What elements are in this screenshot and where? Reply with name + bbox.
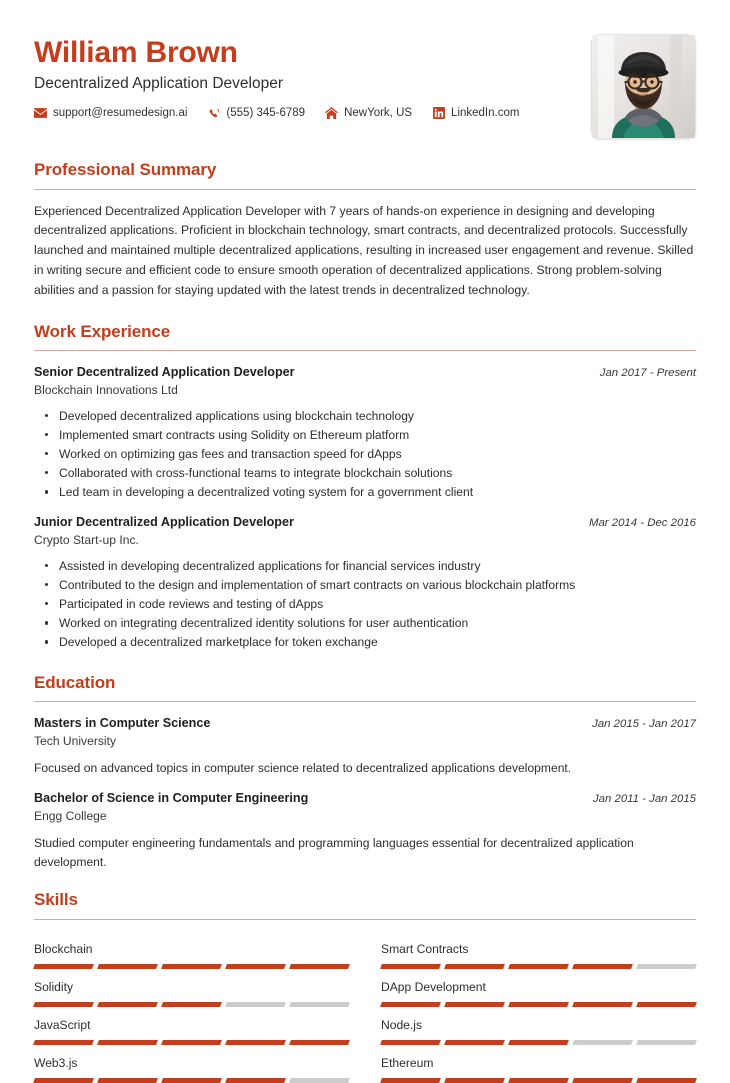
education-entry-head [34,791,696,807]
skill-level-segment [380,1040,441,1045]
skill-name: JavaScript [34,1018,91,1033]
skill-item [34,931,349,969]
skill-level-segment [636,964,697,969]
skill-level-segment [225,1040,286,1045]
skill-name: Ethereum [381,1056,434,1071]
work-entry-role: Junior Decentralized Application Developer [34,515,294,530]
work-entry-head [34,365,696,381]
contact-location[interactable] [325,106,412,119]
skills-grid [34,931,696,1083]
skill-level-bar [34,964,349,969]
work-entry [34,515,696,651]
skill-item [381,931,696,969]
skill-name: Blockchain [34,942,93,956]
skill-item [381,1007,696,1045]
section-education [34,674,696,872]
list-item: Contributed to the design and implementation of smart contracts on various blockchain platforms [34,576,696,594]
skill-level-bar [381,1002,696,1007]
skill-item [34,969,349,1007]
education-entry-degree: Bachelor of Science in Computer Engineering [34,791,309,806]
skill-level-segment [289,1040,350,1045]
skill-level-segment [289,964,350,969]
skill-level-bar [381,964,696,969]
skill-level-segment [508,1078,569,1083]
education-entry-head [34,716,696,732]
skill-level-segment [97,1002,158,1007]
skill-name: Node.js [381,1018,423,1033]
skill-level-segment [33,964,94,969]
skill-level-segment [289,1078,350,1083]
phone-icon [207,106,220,119]
skill-level-segment [572,964,633,969]
candidate-job-title: Decentralized Application Developer [34,74,284,92]
skill-name: Solidity [34,980,73,995]
section-title-work-experience: Work Experience [34,321,171,341]
skill-name: Web3.js [34,1056,78,1071]
section-divider [34,919,696,920]
skill-level-segment [161,1078,222,1083]
skill-level-segment [636,1002,697,1007]
education-entry [34,791,696,871]
education-entry-institution: Tech University [34,733,116,748]
profile-photo-illustration [592,35,695,138]
skill-item [34,1045,349,1083]
skill-level-segment [636,1040,697,1045]
header-identity-block [34,32,591,119]
skill-level-bar [34,1078,349,1083]
section-divider [34,701,696,702]
section-professional-summary [34,161,696,301]
summary-text: Experienced Decentralized Application Developer with 7 years of hands-on experience in designing and developing decentralized applications. Proficient in blockchain technology, smart contracts, and decentralized protocols. Successfully launched and maintained multiple decentralized applications, resulting in increased user engagement and revenue. Skilled in writing secure and efficient code to ensure smooth operation of decentralized applications. Strong problem-solving abilities and a passion for staying updated with the latest trends in decentralized technology. [34,203,694,297]
education-entry [34,716,696,777]
candidate-name: William Brown [34,36,238,69]
list-item: Developed decentralized applications using blockchain technology [34,407,696,425]
envelope-icon [34,106,47,119]
contact-email[interactable] [34,106,187,119]
skill-level-segment [225,1078,286,1083]
section-divider [34,350,696,351]
contact-linkedin-label: LinkedIn.com [451,106,520,119]
linkedin-icon [432,106,445,119]
list-item: Developed a decentralized marketplace for token exchange [34,633,696,651]
skill-level-segment [380,1078,441,1083]
skill-level-bar [381,1078,696,1083]
contact-phone-label: (555) 345-6789 [226,106,306,119]
skill-level-bar [34,1040,349,1045]
skill-level-segment [97,1040,158,1045]
skill-level-bar [381,1040,696,1045]
skill-level-segment [97,964,158,969]
contact-row [34,106,591,119]
work-entry-bullets [34,557,696,652]
skill-level-segment [380,1002,441,1007]
section-work-experience [34,323,696,652]
skill-level-segment [636,1078,697,1083]
skill-level-segment [380,964,441,969]
education-entry-description: Focused on advanced topics in computer science related to decentralized applications development. [34,760,572,775]
contact-linkedin[interactable] [432,106,519,119]
skill-level-segment [289,1002,350,1007]
list-item: Implemented smart contracts using Solidity on Ethereum platform [34,426,696,444]
education-entry-date: Jan 2015 - Jan 2017 [592,718,696,731]
skill-level-segment [33,1002,94,1007]
list-item: Worked on optimizing gas fees and transaction speed for dApps [34,445,696,463]
avatar [591,34,696,139]
skill-level-segment [225,1002,286,1007]
skill-level-segment [444,1040,505,1045]
work-entry-role: Senior Decentralized Application Developer [34,365,295,380]
skill-item [381,1045,696,1083]
skill-level-segment [33,1078,94,1083]
skill-level-segment [444,964,505,969]
section-title-education: Education [34,672,116,692]
work-entry-head [34,515,696,531]
skill-level-segment [33,1040,94,1045]
skill-level-segment [508,964,569,969]
skill-level-segment [508,1040,569,1045]
list-item: Led team in developing a decentralized voting system for a government client [34,483,696,501]
skill-level-segment [97,1078,158,1083]
education-entry-date: Jan 2011 - Jan 2015 [592,793,696,806]
skill-name: DApp Development [381,980,486,995]
work-entry [34,365,696,501]
section-skills [34,891,696,1083]
education-entry-degree: Masters in Computer Science [34,716,211,731]
skill-level-bar [34,1002,349,1007]
resume-header [34,0,696,139]
skill-item [381,969,696,1007]
home-icon [325,106,338,119]
skill-level-segment [572,1002,633,1007]
contact-phone[interactable] [207,106,305,119]
section-divider [34,189,696,190]
list-item: Assisted in developing decentralized applications for financial services industry [34,557,696,575]
section-title-skills: Skills [34,890,78,910]
contact-location-label: NewYork, US [344,106,413,119]
list-item: Worked on integrating decentralized identity solutions for user authentication [34,614,696,632]
work-entry-bullets [34,407,696,502]
skill-level-segment [444,1002,505,1007]
education-entry-description: Studied computer engineering fundamentals and programming languages essential for decentralized application development. [34,835,634,869]
skill-level-segment [444,1078,505,1083]
work-entry-date: Mar 2014 - Dec 2016 [588,517,696,530]
skill-level-segment [161,1040,222,1045]
contact-email-label: support@resumedesign.ai [53,106,188,119]
skill-item [34,1007,349,1045]
skill-level-segment [161,1002,222,1007]
skill-level-segment [572,1040,633,1045]
work-entry-organization: Blockchain Innovations Ltd [34,382,178,397]
list-item: Collaborated with cross-functional teams to integrate blockchain solutions [34,464,696,482]
section-title-summary: Professional Summary [34,160,217,179]
skill-level-segment [508,1002,569,1007]
skill-level-segment [572,1078,633,1083]
work-entry-date: Jan 2017 - Present [599,367,696,380]
skill-level-segment [225,964,286,969]
education-entry-institution: Engg College [34,809,107,824]
work-entry-organization: Crypto Start-up Inc. [34,533,139,548]
skill-name: Smart Contracts [381,942,469,956]
skill-level-segment [161,964,222,969]
list-item: Participated in code reviews and testing of dApps [34,595,696,613]
